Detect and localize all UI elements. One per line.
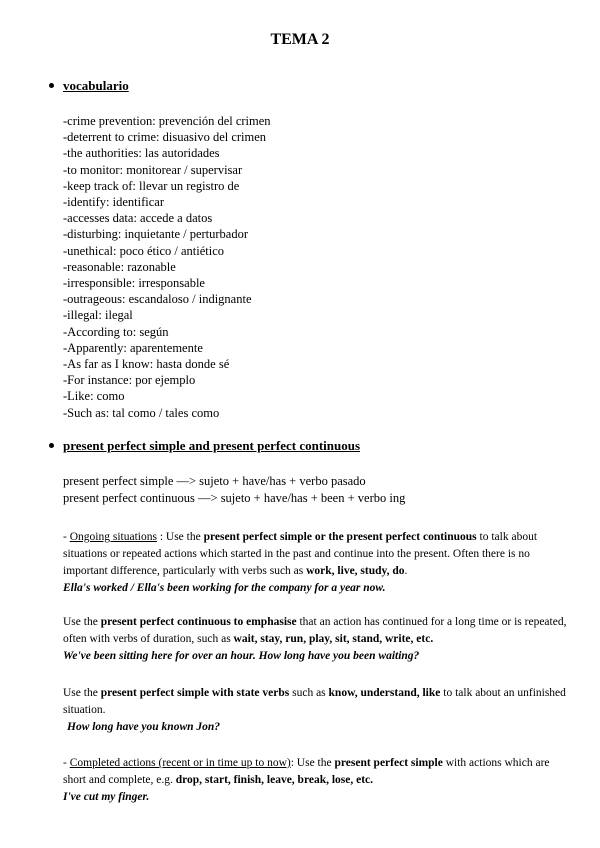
example-sentence: How long have you known Jon?	[67, 721, 221, 733]
emphasis: present perfect simple or the present perfect continuous	[203, 531, 477, 543]
example-sentence: We've been sitting here for over an hour. How long have you been waiting?	[63, 650, 420, 662]
text: -	[63, 531, 70, 543]
text: -	[63, 757, 70, 769]
vocab-item: -deterrent to crime: disuasivo del crimen	[63, 130, 267, 145]
vocab-item: -keep track of: llevar un registro de	[63, 178, 240, 193]
formula-simple: present perfect simple —> sujeto + have/has + verbo pasado	[63, 474, 366, 488]
emphasis: present perfect simple with state verbs	[100, 687, 290, 699]
vocab-item: -accesses data: accede a datos	[63, 211, 213, 226]
section-heading-present-perfect	[49, 438, 360, 454]
text: that an action has continued for a long time or is repeated, often with verbs of duration, such as	[63, 616, 567, 645]
text: with actions which are short and complete, e.g.	[63, 757, 550, 786]
vocab-item: -illegal: ilegal	[63, 308, 133, 323]
rule-label: Ongoing situations	[69, 531, 157, 543]
page-title: TEMA 2	[270, 31, 330, 48]
text: : Use the	[156, 531, 204, 543]
vocab-item: -Apparently: aparentemente	[63, 340, 203, 355]
emphasis: work, live, study, do	[306, 565, 405, 577]
emphasis: present perfect continuous to emphasise	[100, 616, 297, 628]
vocabulary-list	[63, 113, 271, 421]
text: : Use the	[290, 757, 335, 769]
section-heading-label: vocabulario	[63, 78, 129, 93]
emphasis: wait, stay, run, play, sit, stand, write, etc.	[233, 633, 434, 645]
vocab-item: -the authorities: las autoridades	[63, 146, 220, 161]
paragraph-continuous-emphasis	[63, 614, 567, 665]
emphasis: present perfect simple	[334, 757, 443, 769]
vocab-item: -reasonable: razonable	[63, 259, 176, 274]
example-sentence: I've cut my finger.	[63, 791, 150, 803]
vocab-item: -unethical: poco ético / antiético	[63, 243, 225, 258]
vocab-item: -disturbing: inquietante / perturbador	[63, 227, 249, 242]
emphasis: know, understand, like	[328, 687, 441, 699]
text: Use the	[63, 687, 101, 699]
rule-label: Completed actions (recent or in time up to now)	[69, 757, 291, 769]
formula-continuous: present perfect continuous —> sujeto + have/has + been + verbo ing	[63, 491, 406, 505]
bullet-icon	[49, 443, 54, 448]
vocab-item: -to monitor: monitorear / supervisar	[63, 162, 243, 177]
section-heading-label: present perfect simple and present perfect continuous	[63, 438, 361, 453]
text: such as	[289, 687, 329, 699]
vocab-item: -identify: identificar	[63, 195, 165, 210]
vocab-item: -crime prevention: prevención del crimen	[63, 114, 271, 128]
paragraph-state-verbs	[63, 685, 567, 736]
vocab-item: -As far as I know: hasta donde sé	[63, 357, 230, 372]
section-heading-vocabulario	[49, 78, 129, 94]
text: to talk about situations or repeated actions which started in the past and continue into the present. Often there is no important difference, particularly with verbs such as	[63, 531, 538, 577]
vocab-item: -Like: como	[63, 389, 125, 404]
paragraph-ongoing-situations	[63, 529, 567, 597]
vocab-item: -For instance: por ejemplo	[63, 373, 196, 388]
vocab-item: -Such as: tal como / tales como	[63, 405, 220, 420]
vocab-item: -According to: según	[63, 324, 169, 339]
vocab-item: -irresponsible: irresponsable	[63, 276, 205, 291]
vocab-item: -outrageous: escandaloso / indignante	[63, 292, 252, 307]
bullet-icon	[49, 83, 54, 88]
formulas	[63, 473, 405, 507]
example-sentence: Ella's worked / Ella's been working for the company for a year now.	[63, 582, 386, 594]
text: .	[404, 565, 408, 577]
emphasis: drop, start, finish, leave, break, lose, etc.	[175, 774, 374, 786]
text: Use the	[63, 616, 101, 628]
paragraph-completed-actions	[63, 755, 567, 806]
text: to talk about an unfinished situation.	[63, 687, 566, 716]
